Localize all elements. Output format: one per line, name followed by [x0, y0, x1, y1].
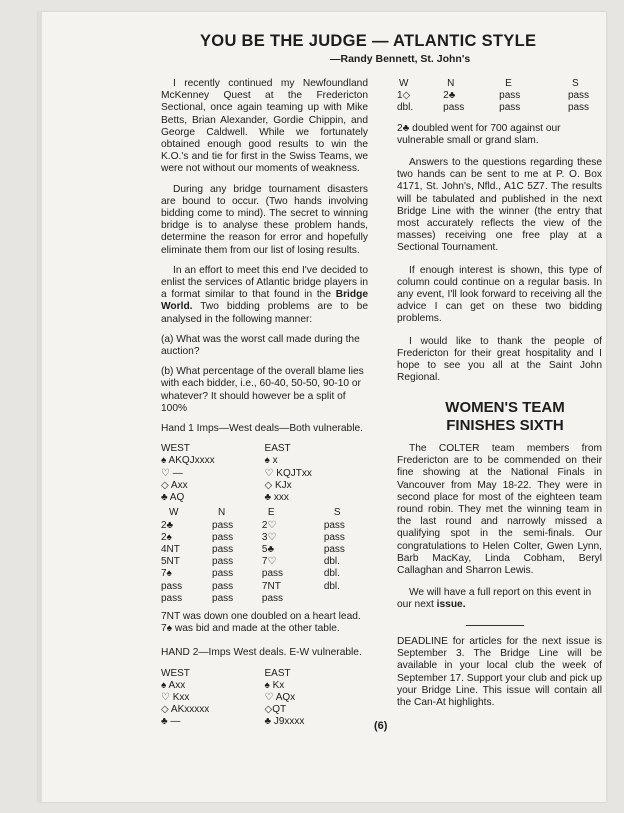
paragraph-report: We will have a full report on this event in our next issue. [397, 587, 592, 611]
article-title: YOU BE THE JUDGE — ATLANTIC STYLE [200, 32, 537, 50]
page-edge [38, 12, 42, 802]
table-row: ♠ Axx ♠ Kx [161, 679, 285, 691]
table-row: WEST EAST [161, 667, 291, 679]
issue-text: issue. [436, 599, 466, 611]
table-row: ♠ AKQJxxxx ♠ x [161, 455, 278, 467]
table-row: 7♠ pass pass dbl. [161, 568, 340, 580]
table-row: pass pass 7NT dbl. [161, 580, 340, 592]
women-team-article [397, 443, 602, 620]
hand1-table [161, 443, 368, 504]
table-row: 5NT pass 7♡ dbl. [161, 556, 340, 568]
result2-text: 2♣ doubled went for 700 against our vulnerable small or grand slam. [397, 122, 561, 146]
table-row: ◇ AKxxxxx ◇QT [161, 704, 287, 716]
table-row: 4NT pass 5♣ pass [161, 543, 345, 555]
auction1-table [161, 507, 368, 605]
paragraph-intro: I recently continued my Newfoundland McKenney Quest at the Fredericton Sectional, once again teaming up with Mike Betts, Brian Alexander, Gordie Chippin, and George Caldwell. While we fortunately obtained enough good results to win the K.O.'s and tie for first in the Swiss Teams, we were not without our moments of weakness. [161, 78, 368, 175]
table-row: 2♠ pass 3♡ pass [161, 531, 345, 543]
table-row: ♡ — ♡ KQJTxx [161, 467, 312, 479]
page-number: (6) [374, 720, 388, 732]
paragraph-disasters: During any bridge tournament disasters are bound to occur. (Two hands involving bidding come to mind). The secret to winning bridge is to analyse these problem hands, determine the reason for error and hopefully eliminate them from our list of losing results. [161, 183, 368, 256]
table-row: 2♣ pass 2♡ pass [161, 519, 345, 531]
hand2-table [161, 668, 368, 729]
table-row: 1◇ 2♣ pass pass [397, 90, 590, 102]
table-row: ♣ AQ ♣ xxx [161, 492, 289, 504]
left-column [161, 78, 368, 729]
article-byline: —Randy Bennett, St. John's [330, 53, 471, 65]
table-header-row: W N E S [399, 78, 579, 89]
paragraph-interest: If enough interest is shown, this type of column could continue on a regular basis. In any event, I'll look forward to receiving all the advice I can get on these two bidding problems. [397, 264, 602, 325]
paragraph-deadline: DEADLINE for articles for the next issue is September 3. The Bridge Line will be available in your local club the week of September 17. Support your club and pick up your Bridge Line. This issue will contain all the Can-At highlights. [397, 636, 602, 709]
paragraph-format: In an effort to meet this end I've decided to enlist the services of Atlantic bridge players in a format similar to that found in the Bridge World. Two bidding problems are to be analysed in the following manner: [161, 264, 368, 325]
auction2-table [397, 78, 602, 115]
paragraph-answers: Answers to the questions regarding these two hands can be sent to me at P. O. Box 4171, St. John's, Nfld., A1C 5Z7. The results will be tabulated and published in the next Bridge Line with the winner (the entry that most accurately reflects the view of the masses) receiving one free play at a Sectional Tournament. [397, 157, 602, 254]
hand2-title: HAND 2—Imps West deals. E-W vulnerable. [161, 647, 362, 659]
table-row: WEST EAST [161, 443, 291, 455]
question-b: (b) What percentage of the overall blame lies with each bidder, i.e., 60-40, 50-50, 90-10 or whatever? It should however be a split of 100% [161, 366, 364, 414]
hand1-title: Hand 1 Imps—West deals—Both vulnerable. [161, 423, 363, 435]
table-row: dbl. pass pass pass [397, 102, 590, 114]
deadline-notice [397, 636, 602, 717]
question-a: (a) What was the worst call made during the auction? [161, 333, 360, 358]
right-column [397, 78, 602, 392]
bridge-world-text: Bridge World. [161, 289, 368, 313]
section-title: WOMEN'S TEAM FINISHES SIXTH [445, 399, 565, 434]
table-row: ♣ — ♣ J9xxxx [161, 716, 305, 728]
table-row: ♡ Kxx ♡ AQx [161, 691, 296, 703]
table-header-row: W N E S [169, 507, 341, 519]
result1-text: 7NT was down one doubled on a heart lead. 7♠ was bid and made at the other table. [161, 610, 361, 635]
paragraph-thanks: I would like to thank the people of Fredericton for their great hospitality and I hope to see you all at the Saint John Regional. [397, 335, 602, 384]
table-row: pass pass pass [161, 592, 284, 604]
divider-rule [466, 625, 524, 626]
paragraph-colter: The COLTER team members from Fredericton are to be commended on their fine showing at the National Finals in Vancouver from May 18-22. They were in second place for most of the eighteen team round robin. They met the winning team in the last round and narrowly missed a qualifying spot in the semi-finals. Our congratulations to Helen Colter, Gwen Lynn, Barb MacKay, Linda Cobham, Beryl Callaghan and Sharron Lewis. [397, 443, 602, 577]
table-row: ◇ Axx ◇ KJx [161, 479, 292, 491]
